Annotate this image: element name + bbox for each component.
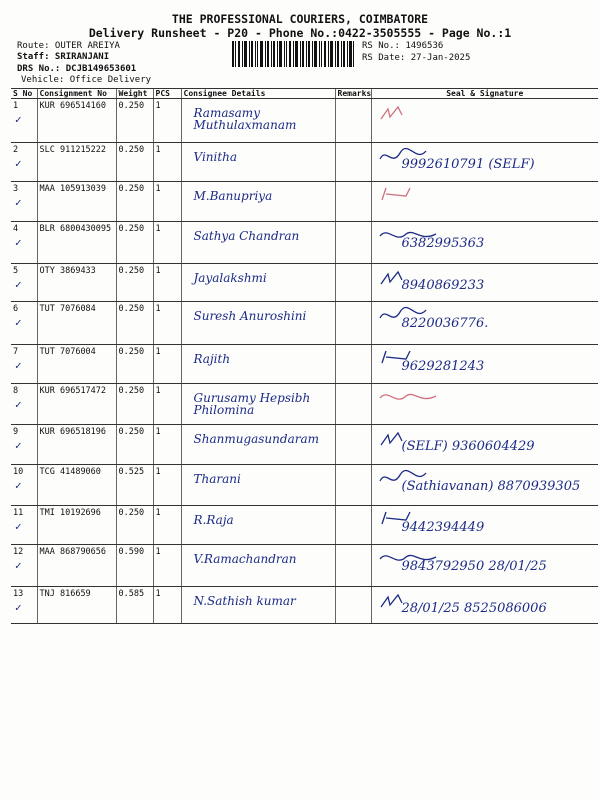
cell-pcs: 1 <box>153 345 181 384</box>
cell-sno: 7 ✓ <box>11 345 37 384</box>
check-mark-icon: ✓ <box>15 520 22 533</box>
cell-seal-signature <box>371 384 598 425</box>
table-row <box>11 384 598 425</box>
table-row <box>11 143 598 182</box>
cell-consignee <box>181 302 335 345</box>
signature-handwritten-text: 8940869233 <box>401 278 485 293</box>
table-row <box>11 587 598 624</box>
cell-consignment-no: TMI 10192696 <box>37 506 116 545</box>
cell-consignment-no: MAA 868790656 <box>37 545 116 587</box>
cell-remarks <box>335 425 371 465</box>
staff-label: Staff: SRIRANJANI <box>17 52 110 62</box>
runsheet-table <box>11 88 598 624</box>
check-mark-icon: ✓ <box>15 278 22 291</box>
cell-remarks <box>335 345 371 384</box>
consignee-handwritten-name: Gurusamy Hepsibh Philomina <box>193 391 311 417</box>
signature-scribble <box>376 304 446 328</box>
cell-seal-signature <box>371 587 598 624</box>
cell-consignee <box>181 587 335 624</box>
col-header-remarks: Remarks <box>335 89 371 99</box>
signature-handwritten-text: 9442394449 <box>401 520 485 535</box>
cell-consignee <box>181 143 335 182</box>
cell-remarks <box>335 99 371 143</box>
cell-remarks <box>335 384 371 425</box>
consignee-handwritten-name: Vinitha <box>193 150 238 164</box>
cell-sno: 11 ✓ <box>11 506 37 545</box>
signature-handwritten-text: 9629281243 <box>401 359 485 374</box>
cell-remarks <box>335 264 371 302</box>
consignee-handwritten-name: Sathya Chandran <box>193 229 300 243</box>
cell-seal-signature <box>371 506 598 545</box>
consignee-handwritten-name: N.Sathish kumar <box>193 594 296 608</box>
check-mark-icon: ✓ <box>15 359 22 372</box>
consignee-handwritten-name: Rajith <box>193 352 231 366</box>
vehicle-label: Vehicle: Office Delivery <box>21 75 152 85</box>
signature-scribble <box>376 266 446 290</box>
cell-seal-signature <box>371 264 598 302</box>
cell-seal-signature <box>371 302 598 345</box>
signature-handwritten-text: 6382995363 <box>401 236 485 251</box>
signature-scribble <box>376 145 446 169</box>
cell-pcs: 1 <box>153 264 181 302</box>
cell-seal-signature <box>371 545 598 587</box>
cell-consignment-no: TNJ 816659 <box>37 587 116 624</box>
col-header-consignment: Consignment No <box>37 89 116 99</box>
check-mark-icon: ✓ <box>15 316 22 329</box>
col-header-seal: Seal & Signature <box>371 89 598 99</box>
cell-weight: 0.250 <box>116 425 153 465</box>
consignee-handwritten-name: Jayalakshmi <box>193 271 267 285</box>
cell-weight: 0.250 <box>116 264 153 302</box>
signature-scribble <box>376 427 446 451</box>
cell-consignee <box>181 182 335 222</box>
cell-consignee <box>181 425 335 465</box>
consignee-handwritten-name: M.Banupriya <box>193 189 273 203</box>
signature-handwritten-text: 9992610791 (SELF) <box>401 157 535 172</box>
cell-sno: 12 ✓ <box>11 545 37 587</box>
cell-seal-signature <box>371 465 598 506</box>
cell-remarks <box>335 302 371 345</box>
cell-weight: 0.250 <box>116 384 153 425</box>
cell-weight: 0.250 <box>116 222 153 264</box>
cell-weight: 0.250 <box>116 182 153 222</box>
signature-handwritten-text: (SELF) 9360604429 <box>401 439 535 454</box>
cell-sno: 5 ✓ <box>11 264 37 302</box>
cell-seal-signature <box>371 143 598 182</box>
consignee-handwritten-name: V.Ramachandran <box>193 552 297 566</box>
signature-scribble <box>376 224 446 248</box>
cell-remarks <box>335 182 371 222</box>
cell-pcs: 1 <box>153 587 181 624</box>
cell-sno: 10 ✓ <box>11 465 37 506</box>
signature-scribble <box>376 386 446 410</box>
table-row <box>11 465 598 506</box>
drs-label: DRS No.: DCJB149653601 <box>17 64 137 74</box>
signature-scribble <box>376 101 446 125</box>
check-mark-icon: ✓ <box>15 196 22 209</box>
check-mark-icon: ✓ <box>15 236 22 249</box>
signature-scribble <box>376 467 446 491</box>
check-mark-icon: ✓ <box>15 157 22 170</box>
cell-remarks <box>335 545 371 587</box>
cell-consignment-no: BLR 6800430095 <box>37 222 116 264</box>
consignee-handwritten-name: Shanmugasundaram <box>193 432 319 446</box>
cell-seal-signature <box>371 425 598 465</box>
cell-consignment-no: KUR 696514160 <box>37 99 116 143</box>
table-row <box>11 506 598 545</box>
cell-pcs: 1 <box>153 302 181 345</box>
cell-remarks <box>335 465 371 506</box>
cell-sno: 4 ✓ <box>11 222 37 264</box>
cell-remarks <box>335 143 371 182</box>
signature-scribble <box>376 547 446 571</box>
cell-sno: 3 ✓ <box>11 182 37 222</box>
cell-pcs: 1 <box>153 143 181 182</box>
barcode <box>232 41 354 67</box>
check-mark-icon: ✓ <box>15 479 22 492</box>
cell-consignee <box>181 99 335 143</box>
cell-consignee <box>181 222 335 264</box>
cell-pcs: 1 <box>153 384 181 425</box>
rs-no-label: RS No.: 1496536 <box>362 41 444 51</box>
cell-weight: 0.250 <box>116 302 153 345</box>
table-row <box>11 99 598 143</box>
cell-consignee <box>181 545 335 587</box>
check-mark-icon: ✓ <box>15 439 22 452</box>
cell-seal-signature <box>371 222 598 264</box>
cell-seal-signature <box>371 182 598 222</box>
table-row <box>11 425 598 465</box>
check-mark-icon: ✓ <box>15 113 22 126</box>
signature-scribble <box>376 589 446 613</box>
signature-handwritten-text: 8220036776. <box>401 316 489 331</box>
col-header-weight: Weight <box>116 89 153 99</box>
rs-date-label: RS Date: 27-Jan-2025 <box>362 53 471 63</box>
cell-weight: 0.250 <box>116 506 153 545</box>
cell-consignment-no: MAA 105913039 <box>37 182 116 222</box>
cell-sno: 9 ✓ <box>11 425 37 465</box>
consignee-handwritten-name: Ramasamy Muthulaxmanam <box>193 106 297 132</box>
cell-consignee <box>181 384 335 425</box>
table-row <box>11 545 598 587</box>
cell-pcs: 1 <box>153 465 181 506</box>
cell-consignment-no: TUT 7076004 <box>37 345 116 384</box>
cell-consignment-no: SLC 911215222 <box>37 143 116 182</box>
col-header-sno: S No <box>11 89 37 99</box>
cell-pcs: 1 <box>153 99 181 143</box>
cell-weight: 0.250 <box>116 99 153 143</box>
table-row <box>11 222 598 264</box>
cell-consignment-no: KUR 696517472 <box>37 384 116 425</box>
cell-seal-signature <box>371 99 598 143</box>
cell-weight: 0.590 <box>116 545 153 587</box>
cell-consignee <box>181 345 335 384</box>
runsheet-subtitle: Delivery Runsheet - P20 - Phone No.:0422-3505555 - Page No.:1 <box>88 26 512 40</box>
cell-consignee <box>181 264 335 302</box>
table-header-row <box>11 89 598 99</box>
cell-weight: 0.250 <box>116 345 153 384</box>
col-header-consignee: Consignee Details <box>181 89 335 99</box>
company-title: THE PROFESSIONAL COURIERS, COIMBATORE <box>171 12 429 26</box>
check-mark-icon: ✓ <box>15 398 22 411</box>
cell-weight: 0.525 <box>116 465 153 506</box>
consignee-handwritten-name: Tharani <box>193 472 241 486</box>
table-row <box>11 302 598 345</box>
route-label: Route: OUTER AREIYA <box>17 41 120 51</box>
signature-scribble <box>376 508 446 532</box>
col-header-pcs: PCS <box>153 89 181 99</box>
signature-handwritten-text: (Sathiavanan) 8870939305 <box>401 479 581 494</box>
cell-sno: 1 ✓ <box>11 99 37 143</box>
consignee-handwritten-name: R.Raja <box>193 513 234 527</box>
cell-pcs: 1 <box>153 182 181 222</box>
cell-sno: 8 ✓ <box>11 384 37 425</box>
signature-scribble <box>376 347 446 371</box>
table-row <box>11 345 598 384</box>
cell-seal-signature <box>371 345 598 384</box>
cell-pcs: 1 <box>153 506 181 545</box>
signature-scribble <box>376 184 446 208</box>
table-row <box>11 182 598 222</box>
signature-handwritten-text: 28/01/25 8525086006 <box>401 601 547 616</box>
cell-remarks <box>335 222 371 264</box>
cell-consignee <box>181 506 335 545</box>
cell-remarks <box>335 587 371 624</box>
cell-pcs: 1 <box>153 425 181 465</box>
consignee-handwritten-name: Suresh Anuroshini <box>193 309 307 323</box>
table-row <box>11 264 598 302</box>
cell-consignee <box>181 465 335 506</box>
cell-sno: 13 ✓ <box>11 587 37 624</box>
cell-sno: 6 ✓ <box>11 302 37 345</box>
cell-remarks <box>335 506 371 545</box>
cell-consignment-no: TUT 7076084 <box>37 302 116 345</box>
check-mark-icon: ✓ <box>15 559 22 572</box>
cell-pcs: 1 <box>153 545 181 587</box>
cell-consignment-no: KUR 696518196 <box>37 425 116 465</box>
cell-consignment-no: OTY 3869433 <box>37 264 116 302</box>
signature-handwritten-text: 9843792950 28/01/25 <box>401 559 547 574</box>
cell-weight: 0.250 <box>116 143 153 182</box>
cell-consignment-no: TCG 41489060 <box>37 465 116 506</box>
cell-weight: 0.585 <box>116 587 153 624</box>
cell-sno: 2 ✓ <box>11 143 37 182</box>
check-mark-icon: ✓ <box>15 601 22 614</box>
cell-pcs: 1 <box>153 222 181 264</box>
